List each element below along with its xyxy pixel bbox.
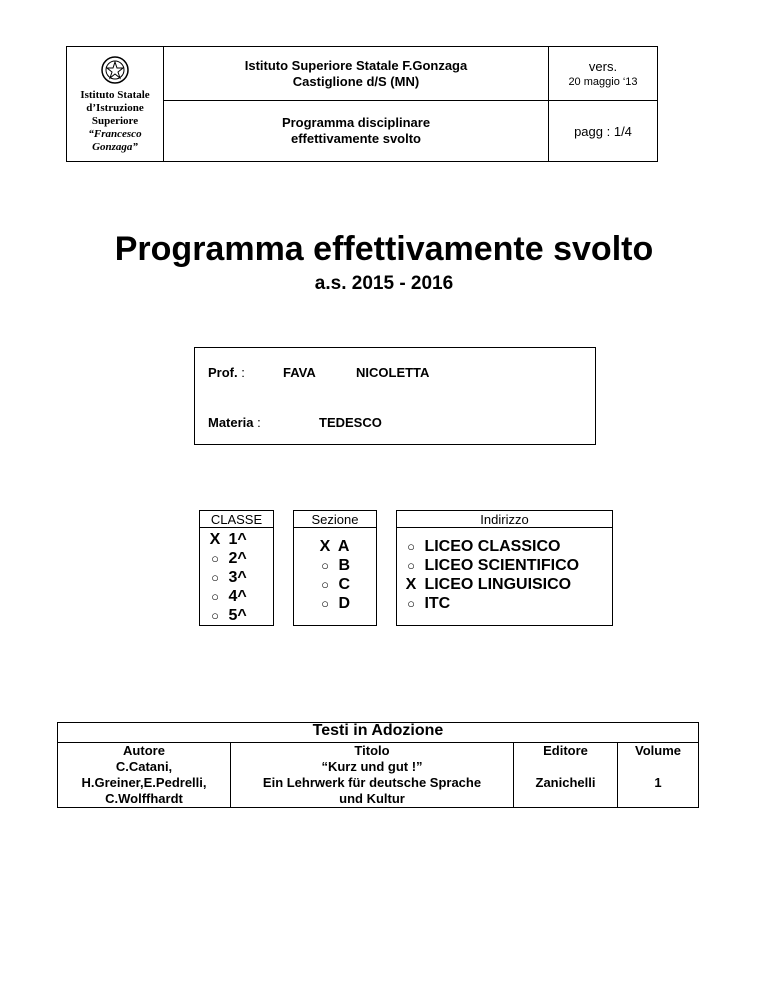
- sezione-options: [294, 528, 377, 626]
- indirizzo-options: [397, 528, 613, 626]
- materia-value: TEDESCO: [319, 415, 382, 430]
- version-label: vers.: [588, 59, 618, 74]
- volume-header: Volume: [635, 743, 681, 758]
- circle-icon: ○: [211, 589, 219, 604]
- pages-cell: [549, 101, 658, 162]
- sezione-header: Sezione: [294, 511, 377, 528]
- doc-type-cell: [164, 101, 549, 162]
- materia-label: Materia: [208, 415, 254, 430]
- logo-line: Istituto Statale: [80, 88, 150, 101]
- autore-line: C.Wolffhardt: [105, 791, 183, 806]
- emblem-icon: [100, 55, 130, 85]
- version-cell: [549, 47, 658, 101]
- doc-type-line: Programma disciplinare: [281, 115, 431, 130]
- autore-line: C.Catani,: [115, 759, 173, 774]
- indirizzo-option: [402, 575, 612, 594]
- classe-option: [206, 530, 273, 549]
- classe-option: [206, 606, 273, 625]
- version-date: 20 maggio ‘13: [568, 76, 638, 88]
- check-mark: X: [209, 531, 221, 548]
- indirizzo-label: ITC: [424, 595, 451, 612]
- circle-icon: ○: [211, 551, 219, 566]
- school-name-cell: [164, 47, 549, 101]
- school-logo-cell: [67, 47, 164, 162]
- classe-label: 5^: [228, 607, 247, 624]
- indirizzo-label: LICEO CLASSICO: [424, 538, 561, 555]
- sezione-option: [316, 594, 376, 613]
- classe-header: CLASSE: [200, 511, 274, 528]
- circle-icon: ○: [211, 570, 219, 585]
- indirizzo-label: LICEO SCIENTIFICO: [424, 557, 580, 574]
- classe-label: 2^: [228, 550, 247, 567]
- sezione-label: C: [338, 576, 351, 593]
- sezione-label: A: [337, 538, 350, 555]
- indirizzo-option: [402, 556, 612, 575]
- circle-icon: ○: [211, 608, 219, 623]
- doc-type-line: effettivamente svolto: [290, 131, 422, 146]
- column-header: [231, 743, 514, 808]
- check-mark: X: [405, 576, 417, 593]
- document-header: [66, 46, 658, 162]
- school-name: Istituto Superiore Statale F.Gonzaga: [244, 57, 468, 73]
- classe-label: 1^: [228, 531, 247, 548]
- column-header: [58, 743, 231, 808]
- titolo-line: Ein Lehrwerk für deutsche Sprache: [262, 775, 482, 790]
- sezione-label: D: [338, 595, 351, 612]
- spacer: [377, 511, 397, 528]
- prof-last-name: NICOLETTA: [356, 365, 430, 380]
- circle-icon: ○: [407, 558, 415, 573]
- circle-icon: ○: [321, 558, 329, 573]
- circle-icon: ○: [321, 577, 329, 592]
- titolo-line: “Kurz und gut !”: [321, 759, 423, 774]
- titolo-header: Titolo: [354, 743, 390, 758]
- sezione-label: B: [338, 557, 351, 574]
- school-year: a.s. 2015 - 2016: [314, 273, 454, 294]
- sezione-option: [316, 556, 376, 575]
- teacher-box: [194, 347, 596, 445]
- column-header: [618, 743, 699, 808]
- sezione-option: [316, 575, 376, 594]
- classe-option: [206, 587, 273, 606]
- circle-icon: ○: [407, 539, 415, 554]
- indirizzo-label: LICEO LINGUISICO: [424, 576, 572, 593]
- classe-option: [206, 568, 273, 587]
- prof-label-wrap: [208, 365, 245, 380]
- spacer: [274, 511, 294, 528]
- indirizzo-option: [402, 594, 612, 613]
- materia-label-wrap: [208, 415, 261, 430]
- class-table: [199, 510, 613, 626]
- classe-label: 4^: [228, 588, 247, 605]
- logo-line: d’Istruzione: [86, 101, 144, 114]
- page-title: Programma effettivamente svolto: [114, 230, 654, 268]
- circle-icon: ○: [407, 596, 415, 611]
- indirizzo-option: [402, 537, 612, 556]
- materia-separator: :: [253, 415, 261, 430]
- logo-name-line: “Francesco: [88, 127, 142, 140]
- autore-header: Autore: [123, 743, 165, 758]
- spacer: [274, 528, 294, 626]
- textbook-table: [57, 722, 699, 808]
- sezione-option: [316, 537, 376, 556]
- autore-line: H.Greiner,E.Pedrelli,: [81, 775, 207, 790]
- prof-separator: :: [237, 365, 245, 380]
- classe-option: [206, 549, 273, 568]
- circle-icon: ○: [321, 596, 329, 611]
- titolo-line: und Kultur: [339, 791, 405, 806]
- indirizzo-header: Indirizzo: [397, 511, 613, 528]
- logo-line: Superiore: [91, 114, 139, 127]
- volume-value: 1: [654, 775, 662, 790]
- prof-first-name: FAVA: [283, 365, 316, 380]
- school-location: Castiglione d/S (MN): [292, 73, 420, 89]
- editore-value: Zanichelli: [535, 775, 596, 790]
- column-header: [514, 743, 618, 808]
- prof-label: Prof.: [208, 365, 238, 380]
- page-count: pagg : 1/4: [574, 123, 632, 139]
- logo-name-line: Gonzaga”: [92, 140, 138, 153]
- check-mark: X: [319, 538, 331, 555]
- classe-label: 3^: [228, 569, 247, 586]
- editore-header: Editore: [543, 743, 588, 758]
- logo-caption: [67, 89, 163, 154]
- textbook-caption: Testi in Adozione: [58, 723, 699, 743]
- classe-options: [200, 528, 274, 626]
- spacer: [377, 528, 397, 626]
